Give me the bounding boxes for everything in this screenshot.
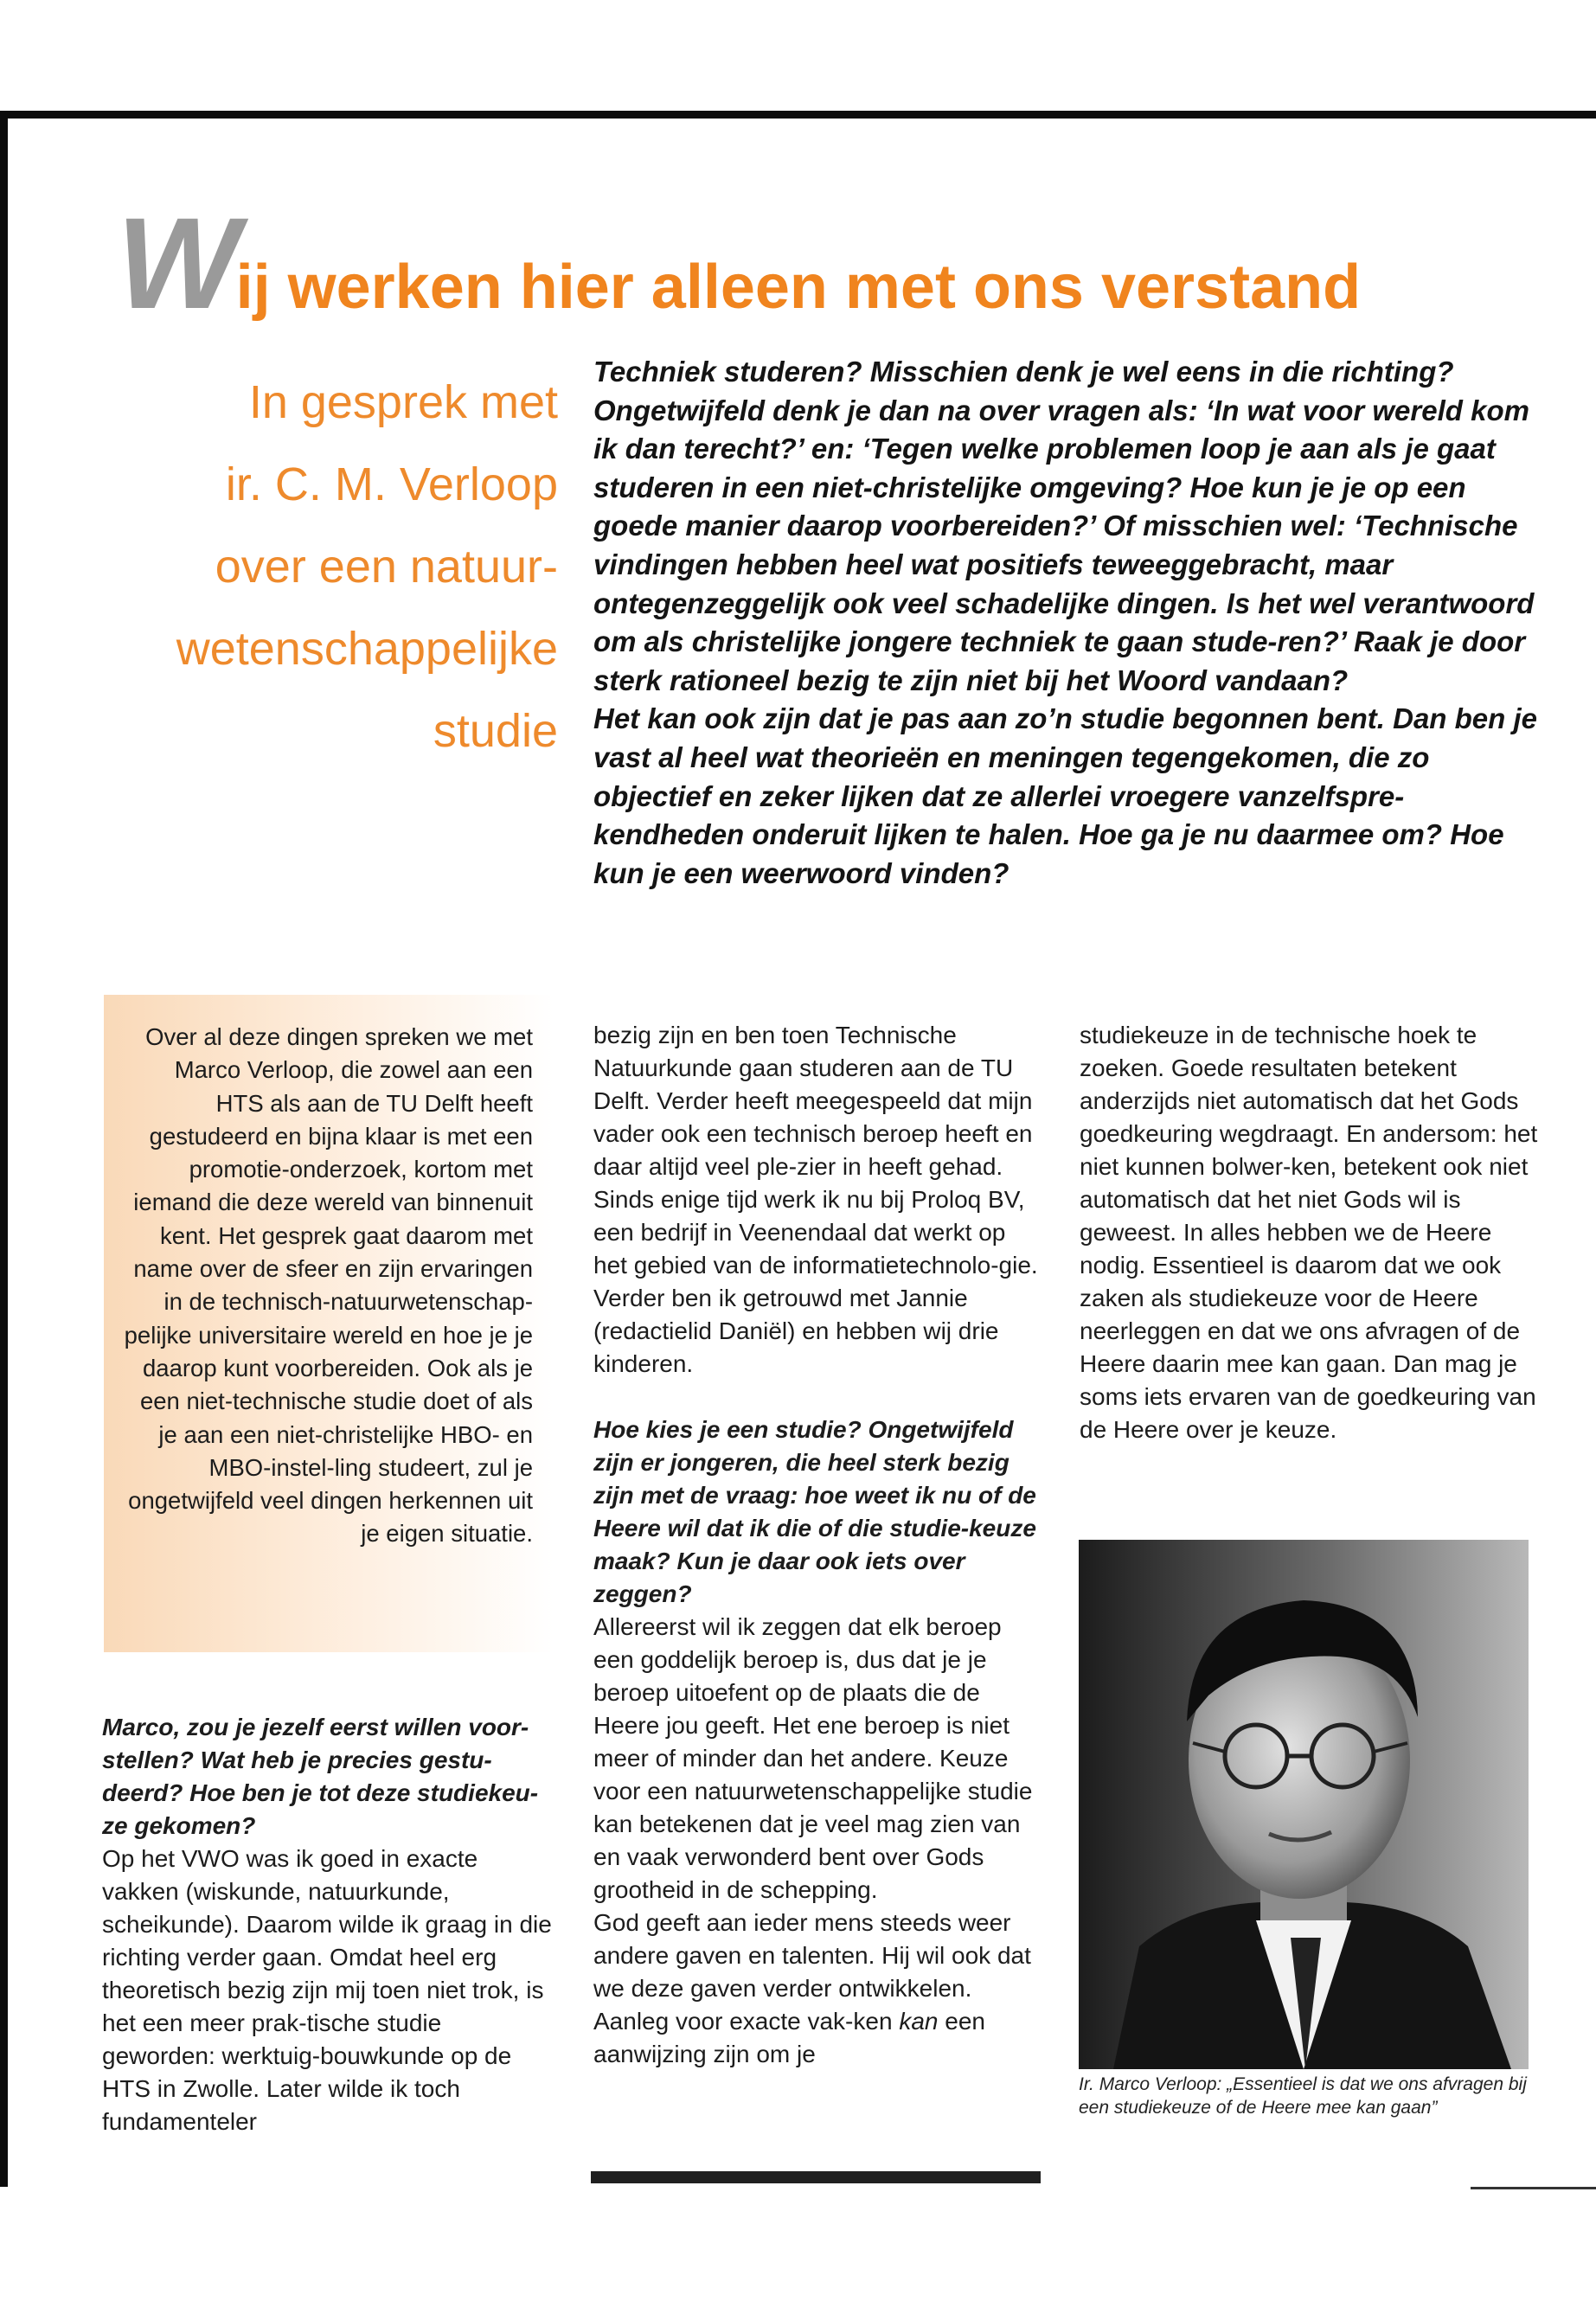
interview-answer: studiekeuze in de technische hoek te zoeken. Goede resultaten betekent anderzijds niet automatisch dat het Gods goedkeuring wegdraagt. En andersom: het niet kunnen bolwer-ken, betekent ook niet automatisch dat het niet Gods wil is geweest. In alles hebben we de Heere nodig. Essentieel is daarom dat we ook zaken als studiekeuze voor de Heere neerleggen en dat we ons afvragen of de Heere daarin mee kan gaan. Dan mag je soms iets ervaren van de goedkeuring van de Heere over je keuze. [1080,1022,1538,1443]
portrait-photo [1079,1540,1529,2069]
bottom-rule [591,2171,1041,2183]
intro-text [593,353,1554,893]
title-text: ij werken hier alleen met ons verstand [235,253,1362,322]
intro-paragraph: Techniek studeren? Misschien denk je wel eens in die richting? Ongetwijfeld denk je dan na over vragen als: ‘In wat voor wereld kom ik dan terecht?’ en: ‘Tegen welke problemen loop je aan als je gaat studeren in een niet-christelijke omgeving? Hoe kun je je op een goede manier daarop voorbereiden?’ Of misschien wel: ‘Technische vindingen hebben heel wat positiefs teweeggebracht, maar ontegenzeggelijk ook veel schadelijke dingen. Is het wel verantwoord om als christelijke jongere techniek te gaan stude-ren?’ Raak je door sterk rationeel bezig te zijn niet bij het Woord vandaan? [593,356,1535,696]
interview-answer: Op het VWO was ik goed in exacte vakken (wiskunde, natuurkunde, scheikunde). Daarom wilde ik graag in die richting verder gaan. Omdat heel erg theoretisch bezig zijn mij toen niet trok, is het een meer prak-tische studie geworden: werktuig-bouwkunde op de HTS in Zwolle. Later wilde ik toch fundamenteler [102,1845,552,2135]
title-initial: W [117,190,236,336]
interview-answer [593,1907,1043,2071]
column-3 [1080,1019,1538,1446]
article-title [117,189,1570,336]
subheading-line: In gesprek met [248,376,558,428]
highlight-box-text: Over al deze dingen spreken we met Marco Verloop, die zowel aan een HTS als aan de TU Delft heeft gestudeerd en bijna klaar is met een promotie-onderzoek, kortom met iemand die deze wereld van binnenuit kent. Het gesprek gaat daarom met name over de sfeer en zijn ervaringen in de technisch-natuurwetenschap-pelijke universitaire wereld en hoe je je daarop kunt voorbereiden. Ook als je een niet-technische studie doet of als je aan een niet-christelijke HBO- en MBO-instel-ling studeert, zul je ongetwijfeld veel dingen herkennen uit je eigen situatie. [124,1023,533,1548]
subheading-line: studie [433,705,558,757]
left-rule [0,111,8,2187]
interview-answer: Allereerst wil ik zeggen dat elk beroep een goddelijk beroep is, dus dat je je beroep uitoefent op de plaats die de Heere jou geeft. Het ene beroep is niet meer of minder dan het andere. Keuze voor een natuurwetenschappelijke studie kan betekenen dat je veel mag zien van en vaak verwonderd bent over Gods grootheid in de schepping. [593,1613,1033,1903]
subheading [52,362,558,772]
column-2 [593,1019,1043,2071]
subheading-line: ir. C. M. Verloop [225,458,558,510]
top-rule [0,111,1596,119]
answer-text: God geeft aan ieder mens steeds weer andere gaven en talenten. Hij wil ook dat we deze gaven verder ontwikkelen. Aanleg voor exacte vak-ken [593,1909,1031,2035]
photo-caption: Ir. Marco Verloop: „Essentieel is dat we ons afvragen bij een studiekeuze of de Heere mee kan gaan” [1079,2074,1527,2118]
column-1 [102,1711,552,2138]
bottom-right-rule [1471,2187,1596,2189]
subheading-line: over een natuur- [215,541,558,593]
intro-paragraph: Het kan ook zijn dat je pas aan zo’n studie begonnen bent. Dan ben je vast al heel wat theorieën en meningen tegengekomen, die zo objectief en zeker lijken dat ze allerlei vroegere vanzelfspre-kendheden onderuit lijken te halen. Hoe ga je nu daarmee om? Hoe kun je een weerwoord vinden? [593,702,1537,889]
answer-text: een aanwijzing zijn om je [593,2008,985,2067]
answer-emphasis: kan [899,2008,939,2035]
interview-answer: bezig zijn en ben toen Technische Natuurkunde gaan studeren aan de TU Delft. Verder heeft meegespeeld dat mijn vader ook een technisch beroep heeft en daar altijd veel ple-zier in heeft gehad. Sinds enige tijd werk ik nu bij Proloq BV, een bedrijf in Veenendaal dat werkt op het gebied van de informatietechnolo-gie. Verder ben ik getrouwd met Jannie (redactielid Daniël) en hebben wij drie kinderen. [593,1022,1038,1377]
interview-question: Marco, zou je jezelf eerst willen voor-stellen? Wat heb je precies gestu-deerd? Hoe ben je tot deze studiekeu-ze gekomen? [102,1714,539,1839]
interview-question: Hoe kies je een studie? Ongetwijfeld zijn er jongeren, die heel sterk bezig zijn met de vraag: hoe weet ik nu of de Heere wil dat ik die of die studie-keuze maak? Kun je daar ook iets over zeggen? [593,1416,1036,1607]
subheading-line: wetenschappelijke [176,623,558,675]
